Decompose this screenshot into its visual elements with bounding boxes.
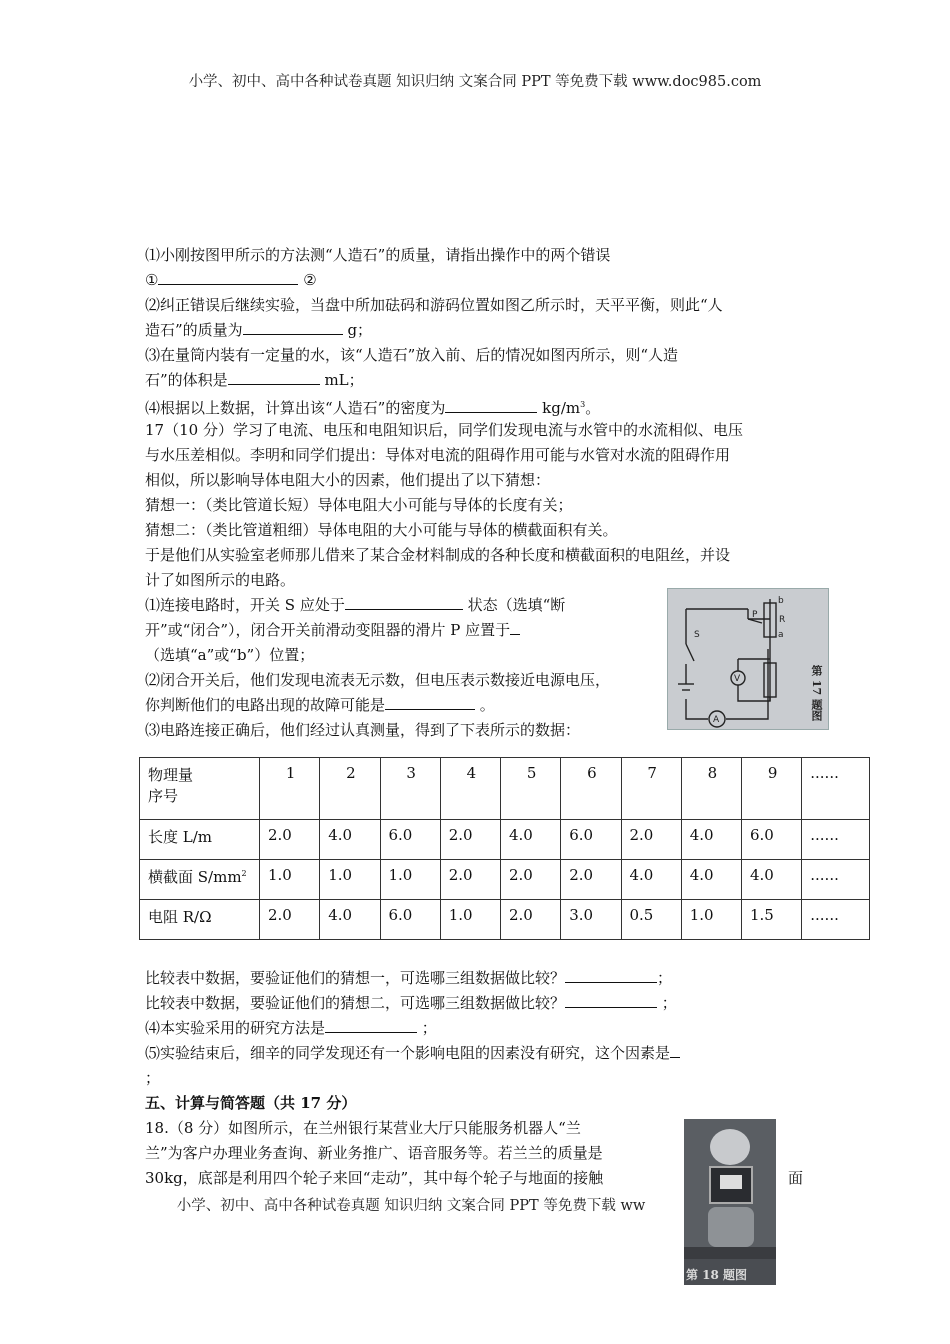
table-label-quantity: 物理量 [148,766,194,784]
table-col-header: 7 [621,758,681,820]
q17-sub1-line2 [145,620,520,640]
q16-part2-line2 [145,320,372,340]
q16-density-unit: kg/m [542,399,581,417]
q17-sub2-text: 你判断他们的电路出现的故障可能是 [145,696,386,714]
table-cell: 4.0 [681,860,741,900]
table-row-label-sup: 2 [241,869,247,878]
table-cell: 6.0 [380,900,440,940]
table-row [140,820,870,860]
table-col-header: 5 [501,758,561,820]
q17-sub5 [145,1043,680,1063]
q17-compare-2 [145,993,677,1013]
q17-sub4-text: ⑷本实验采用的研究方法是 [145,1019,326,1037]
q16-volume-blank[interactable] [228,370,320,385]
q17-hypothesis-1: 猜想一：（类比管道长短）导体电阻大小可能与导体的长度有关； [145,496,573,514]
table-cell: 4.0 [320,900,380,940]
q17-compare-1 [145,968,672,988]
table-cell: 4.0 [742,860,802,900]
q17-sub2-end: 。 [479,696,495,714]
circuit-diagram-icon [668,589,828,729]
q16-part3-text: 石”的体积是 [145,371,228,389]
q17-sub4 [145,1018,437,1038]
q18-line1: 18.（8 分）如图所示，在兰州银行某营业大厅只能服务机器人“兰 [145,1119,581,1137]
q17-sub4-end: ； [421,1019,437,1037]
svg-text:b: b [778,596,784,606]
table-cell: ...... [802,860,870,900]
q16-density-unit-sup: 3 [580,400,586,409]
table-row [140,900,870,940]
q17-compare-1-end: ； [657,969,673,987]
table-col-header: 1 [260,758,320,820]
table-cell: 2.0 [260,820,320,860]
robot-photo-icon [684,1119,776,1259]
q16-density-blank[interactable] [445,398,537,413]
q18-line3-text: 30kg，底部是利用四个轮子来回“走动”，其中每个轮子与地面的接触 [145,1169,604,1187]
table-cell: 2.0 [561,860,621,900]
table-col-header: 9 [742,758,802,820]
table-cell: 1.0 [320,860,380,900]
table-row-label-text: 横截面 S/mm [148,868,242,886]
q16-part1: ⑴小刚按图甲所示的方法测“人造石”的质量，请指出操作中的两个错误 [145,246,611,264]
table-cell: 4.0 [681,820,741,860]
circuit-figure [667,588,829,730]
q17-line1: 17（10 分）学习了电流、电压和电阻知识后，同学们发现电流与水管中的水流相似、电压 [145,421,743,439]
table-col-header: 4 [440,758,500,820]
q17-line3: 相似，所以影响导体电阻大小的因素，他们提出了以下猜想： [145,471,551,489]
table-cell: 1.0 [260,860,320,900]
q17-method-blank[interactable] [325,1018,417,1033]
q17-factor-blank[interactable] [670,1043,680,1058]
q17-compare-2-blank[interactable] [565,993,657,1008]
q17-hypothesis-2: 猜想二：（类比管道粗细）导体电阻的大小可能与导体的横截面积有关。 [145,521,618,539]
section-title: 五、计算与简答题（共 17 分） [145,1094,357,1112]
q16-blank-1[interactable] [158,270,298,285]
table-cell: 4.0 [621,860,681,900]
fig18-caption: 第 18 题图 [686,1268,748,1282]
svg-text:a: a [778,630,784,640]
q17-sub5-text: ⑸实验结束后，细辛的同学发现还有一个影响电阻的因素没有研究，这个因素是 [145,1044,671,1062]
q16-blank2-label: ② [303,271,317,289]
q17-compare-1-text: 比较表中数据，要验证他们的猜想一，可选哪三组数据做比较？ [145,969,566,987]
page-header: 小学、初中、高中各种试卷真题 知识归纳 文案合同 PPT 等免费下载 www.doc985.com [188,74,762,90]
table-cell: 2.0 [440,820,500,860]
table-cell: 1.5 [742,900,802,940]
table-cell: 4.0 [320,820,380,860]
q17-sub5-end: ； [145,1069,161,1087]
q17-compare-1-blank[interactable] [565,968,657,983]
q17-fault-blank[interactable] [385,695,475,710]
table-row-label [140,860,260,900]
q16-part2-text: 造石”的质量为 [145,321,243,339]
table-cell: 2.0 [440,860,500,900]
table-cell: 4.0 [501,820,561,860]
svg-text:A: A [713,715,720,725]
table-col-header: 8 [681,758,741,820]
q17-sub1-text: ⑴连接电路时，开关 S 应处于 [145,596,345,614]
table-cell: 1.0 [380,860,440,900]
table-cell: 2.0 [621,820,681,860]
q18-line2: 兰”为客户办理业务查询、新业务推广、语音服务等。若兰兰的质量是 [145,1144,603,1162]
table-row-label: 电阻 R/Ω [140,900,260,940]
q17-switch-blank[interactable] [345,595,463,610]
q17-line6: 于是他们从实验室老师那儿借来了某合金材料制成的各种长度和横截面积的电阻丝，并设 [145,546,731,564]
page-footer: 小学、初中、高中各种试卷真题 知识归纳 文案合同 PPT 等免费下载 ww [176,1198,646,1214]
table-row [140,860,870,900]
q17-compare-2-text: 比较表中数据，要验证他们的猜想二，可选哪三组数据做比较？ [145,994,566,1012]
q17-sub1-line3: （选填“a”或“b”）位置； [145,646,315,664]
table-cell: ...... [802,820,870,860]
q17-sub1-line1 [145,595,565,615]
svg-text:V: V [734,674,741,684]
q17-sub2-line1: ⑵闭合开关后，他们发现电流表无示数，但电压表示数接近电源电压， [145,671,611,689]
table-row-label: 长度 L/m [140,820,260,860]
svg-text:R: R [779,615,786,625]
table-cell: 2.0 [501,900,561,940]
q16-mass-unit: g； [347,321,373,339]
q16-part3-line2 [145,370,364,390]
q16-part2-line1: ⑵纠正错误后继续实验，当盘中所加砝码和游码位置如图乙所示时，天平平衡，则此“人 [145,296,723,314]
table-cell: 6.0 [561,820,621,860]
q17-sub2-line2 [145,695,495,715]
table-cell: 1.0 [681,900,741,940]
robot-figure [684,1119,776,1285]
svg-text:P: P [752,610,758,620]
table-col-header: 3 [380,758,440,820]
table-cell: 1.0 [440,900,500,940]
table-cell: 2.0 [260,900,320,940]
q17-line7: 计了如图所示的电路。 [145,571,296,589]
fig17-caption: 第 17 题图 [810,665,823,721]
q17-sub1b-text: 开”或“闭合”），闭合开关前滑动变阻器的滑片 P 应置于 [145,621,511,639]
table-cell: ...... [802,900,870,940]
table-col-header: 6 [561,758,621,820]
q16-part1-blanks [145,270,317,290]
q16-blank1-label: ① [145,271,159,289]
table-col-header: ...... [802,758,870,820]
table-cell: 6.0 [742,820,802,860]
q18-line3-end: 面 [788,1169,804,1187]
q16-part3-line1: ⑶在量筒内装有一定量的水，该“人造石”放入前、后的情况如图丙所示，则“人造 [145,346,679,364]
q17-compare-2-end: ； [661,994,677,1012]
resistance-data-table [139,757,870,940]
q17-line2: 与水压差相似。李明和同学们提出：导体对电流的阻碍作用可能与水管对水流的阻碍作用 [145,446,731,464]
q16-mass-blank[interactable] [243,320,343,335]
table-label-index: 序号 [148,787,179,805]
table-cell: 6.0 [380,820,440,860]
q16-part4-text: ⑷根据以上数据，计算出该“人造石”的密度为 [145,399,446,417]
table-header-row [140,758,870,820]
q17-sub3: ⑶电路连接正确后，他们经过认真测量，得到了下表所示的数据： [145,721,581,739]
q16-density-end: 。 [585,399,601,417]
table-corner-cell [140,758,260,820]
q17-slider-blank[interactable] [510,620,520,635]
q17-sub1-end: 状态（选填“断 [467,596,566,614]
q16-part4 [145,395,600,418]
svg-text:S: S [694,630,700,640]
table-cell: 2.0 [501,860,561,900]
table-cell: 3.0 [561,900,621,940]
table-cell: 0.5 [621,900,681,940]
q16-volume-unit: mL； [324,371,364,389]
table-col-header: 2 [320,758,380,820]
